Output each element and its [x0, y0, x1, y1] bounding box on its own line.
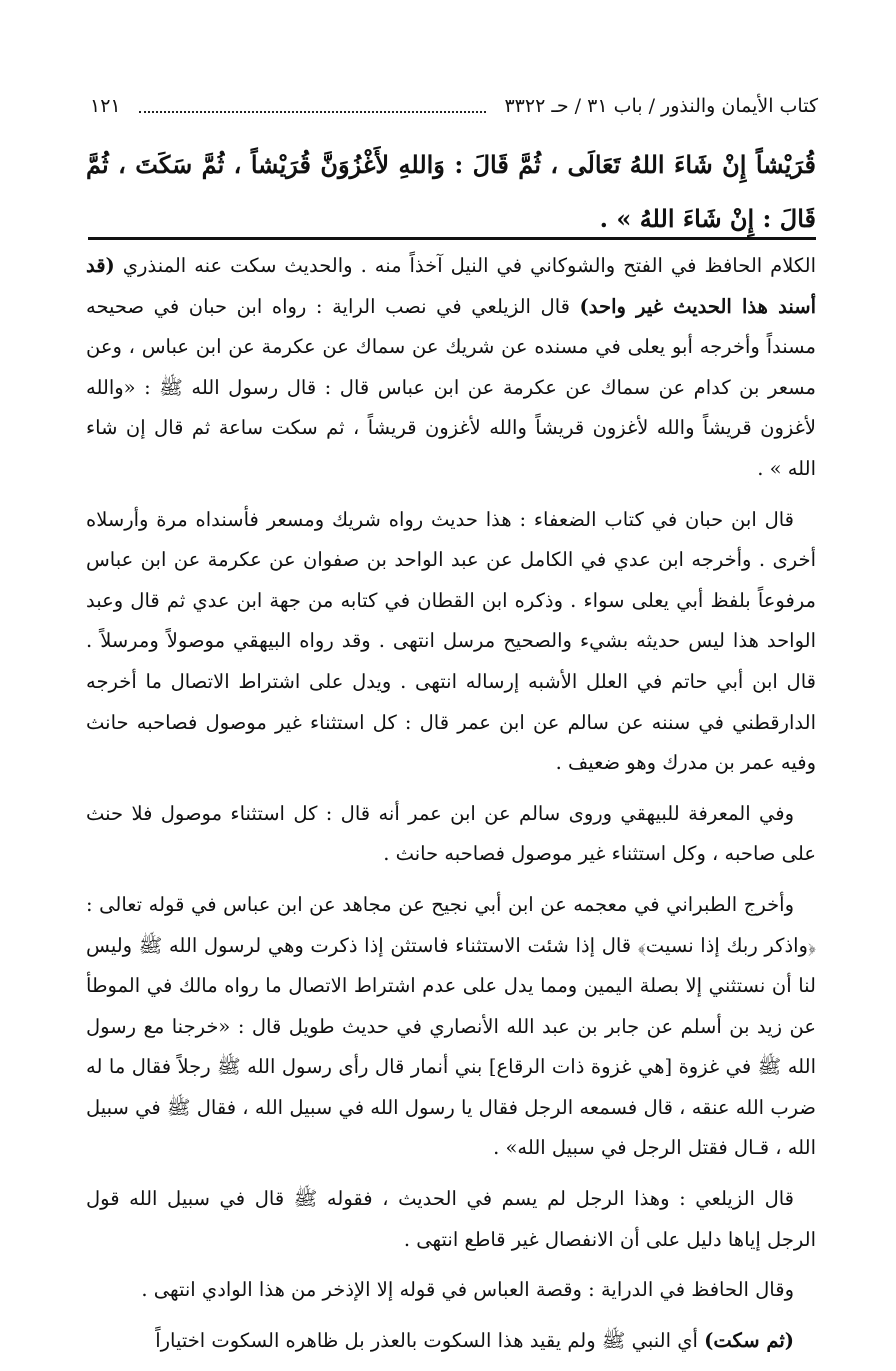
separator-rule	[88, 237, 816, 240]
commentary-paragraph-3: وفي المعرفة للبيهقي وروى سالم عن ابن عمر أنه قال : كل استثناء موصول فلا حنث على صاحبه ، وكل استثناء غير موصول فصاحبه حانث .	[86, 801, 816, 866]
paragraph-text: الكلام الحافظ في الفتح والشوكاني في النيل آخذاً منه . والحديث سكت عنه المنذري	[114, 254, 816, 277]
commentary-paragraph-2: قال ابن حبان في كتاب الضعفاء : هذا حديث رواه شريك ومسعر فأسنداه مرة وأرسلاه أخرى . وأخرجه ابن عدي في الكامل عن عبد الواحد بن صفوان عن عكرمة عن ابن عباس مرفوعاً بلفظ أبي يعلى سواء . وذكره ابن القطان في كتابه من جهة ابن عدي ثم قال وعبد الواحد هذا ليس حديثه بشيء والصحيح مرسل انتهى . وقد رواه البيهقي موصولاً ومرسلاً . قال ابن أبي حاتم في العلل الأشبه إرساله انتهى . ويدل على اشتراط الاتصال ما أخرجه الدارقطني في سننه عن سالم عن ابن عمر قال : كل استثناء غير موصول فصاحبه حانث وفيه عمر بن مدرك وهو ضعيف .	[86, 507, 816, 775]
page-header	[90, 88, 818, 124]
commentary-paragraph-7	[86, 1321, 816, 1362]
commentary-paragraph-4: وأخرج الطبراني في معجمه عن ابن أبي نجيح عن مجاهد عن ابن عباس في قوله تعالى : ﴿واذكر ربك إذا نسيت﴾ قال إذا شئت الاستثناء فاستثن إذا ذكرت وهي لرسول الله ﷺ وليس لنا أن نستثني إلا بصلة اليمين ومما يدل على عدم اشتراط الاتصال ما رواه مالك في الموطأ عن زيد بن أسلم عن جابر بن عبد الله الأنصاري في حديث طويل قال : «خرجنا مع رسول الله ﷺ في غزوة [هي غزوة ذات الرقاع] بني أنمار قال رأى رسول الله ﷺ رجلاً فقال ما له ضرب الله عنقه ، قال فسمعه الرجل فقال يا رسول الله في سبيل الله ، فقال ﷺ في سبيل الله ، قـال فقتل الرجل في سبيل الله» .	[86, 892, 816, 1160]
commentary	[86, 246, 816, 1371]
commentary-paragraph-6: وقال الحافظ في الدراية : وقصة العباس في قوله إلا الإذخر من هذا الوادي انتهى .	[141, 1278, 794, 1302]
commentary-paragraph-1	[86, 246, 816, 490]
bold-phrase: (قد أسند هذا الحديث غير واحد)	[86, 254, 816, 318]
dotted-leader	[139, 111, 487, 113]
page-number: ١٢١	[90, 95, 121, 117]
paragraph-text: قال الزيلعي في نصب الراية : رواه ابن حبان في صحيحه مسنداً وأخرجه أبو يعلى في مسنده عن شريك عن سماك عن عكرمة عن ابن عباس ، وعن مسعر بن كدام عن سماك عن عكرمة عن ابن عباس قال : قال رسول الله ﷺ : «والله لأغزون قريشاً والله لأغزون قريشاً والله لأغزون قريشاً ، ثم سكت ساعة ثم قال إن شاء الله » .	[86, 294, 816, 480]
commentary-paragraph-5: قال الزيلعي : وهذا الرجل لم يسم في الحديث ، فقوله ﷺ قال في سبيل الله قول الرجل إياها دليل على أن الانفصال غير قاطع انتهى .	[86, 1187, 816, 1251]
bold-phrase: (ثم سكت)	[704, 1328, 794, 1352]
hadith-text: قُرَيْشاً إِنْ شَاءَ اللهُ تَعَالَى ، ثُمَّ قَالَ : وَاللهِ لأَغْزُوَنَّ قُرَيْشاً ، ثُمَّ سَكَتَ ، ثُمَّ قَالَ : إِنْ شَاءَ اللهُ » .	[86, 150, 816, 233]
running-title: كتاب الأيمان والنذور / باب ٣١ / حـ ٣٣٢٢	[504, 95, 818, 117]
paragraph-text: أي النبي ﷺ ولم يقيد هذا السكوت بالعذر بل ظاهره السكوت اختياراً	[155, 1328, 705, 1352]
